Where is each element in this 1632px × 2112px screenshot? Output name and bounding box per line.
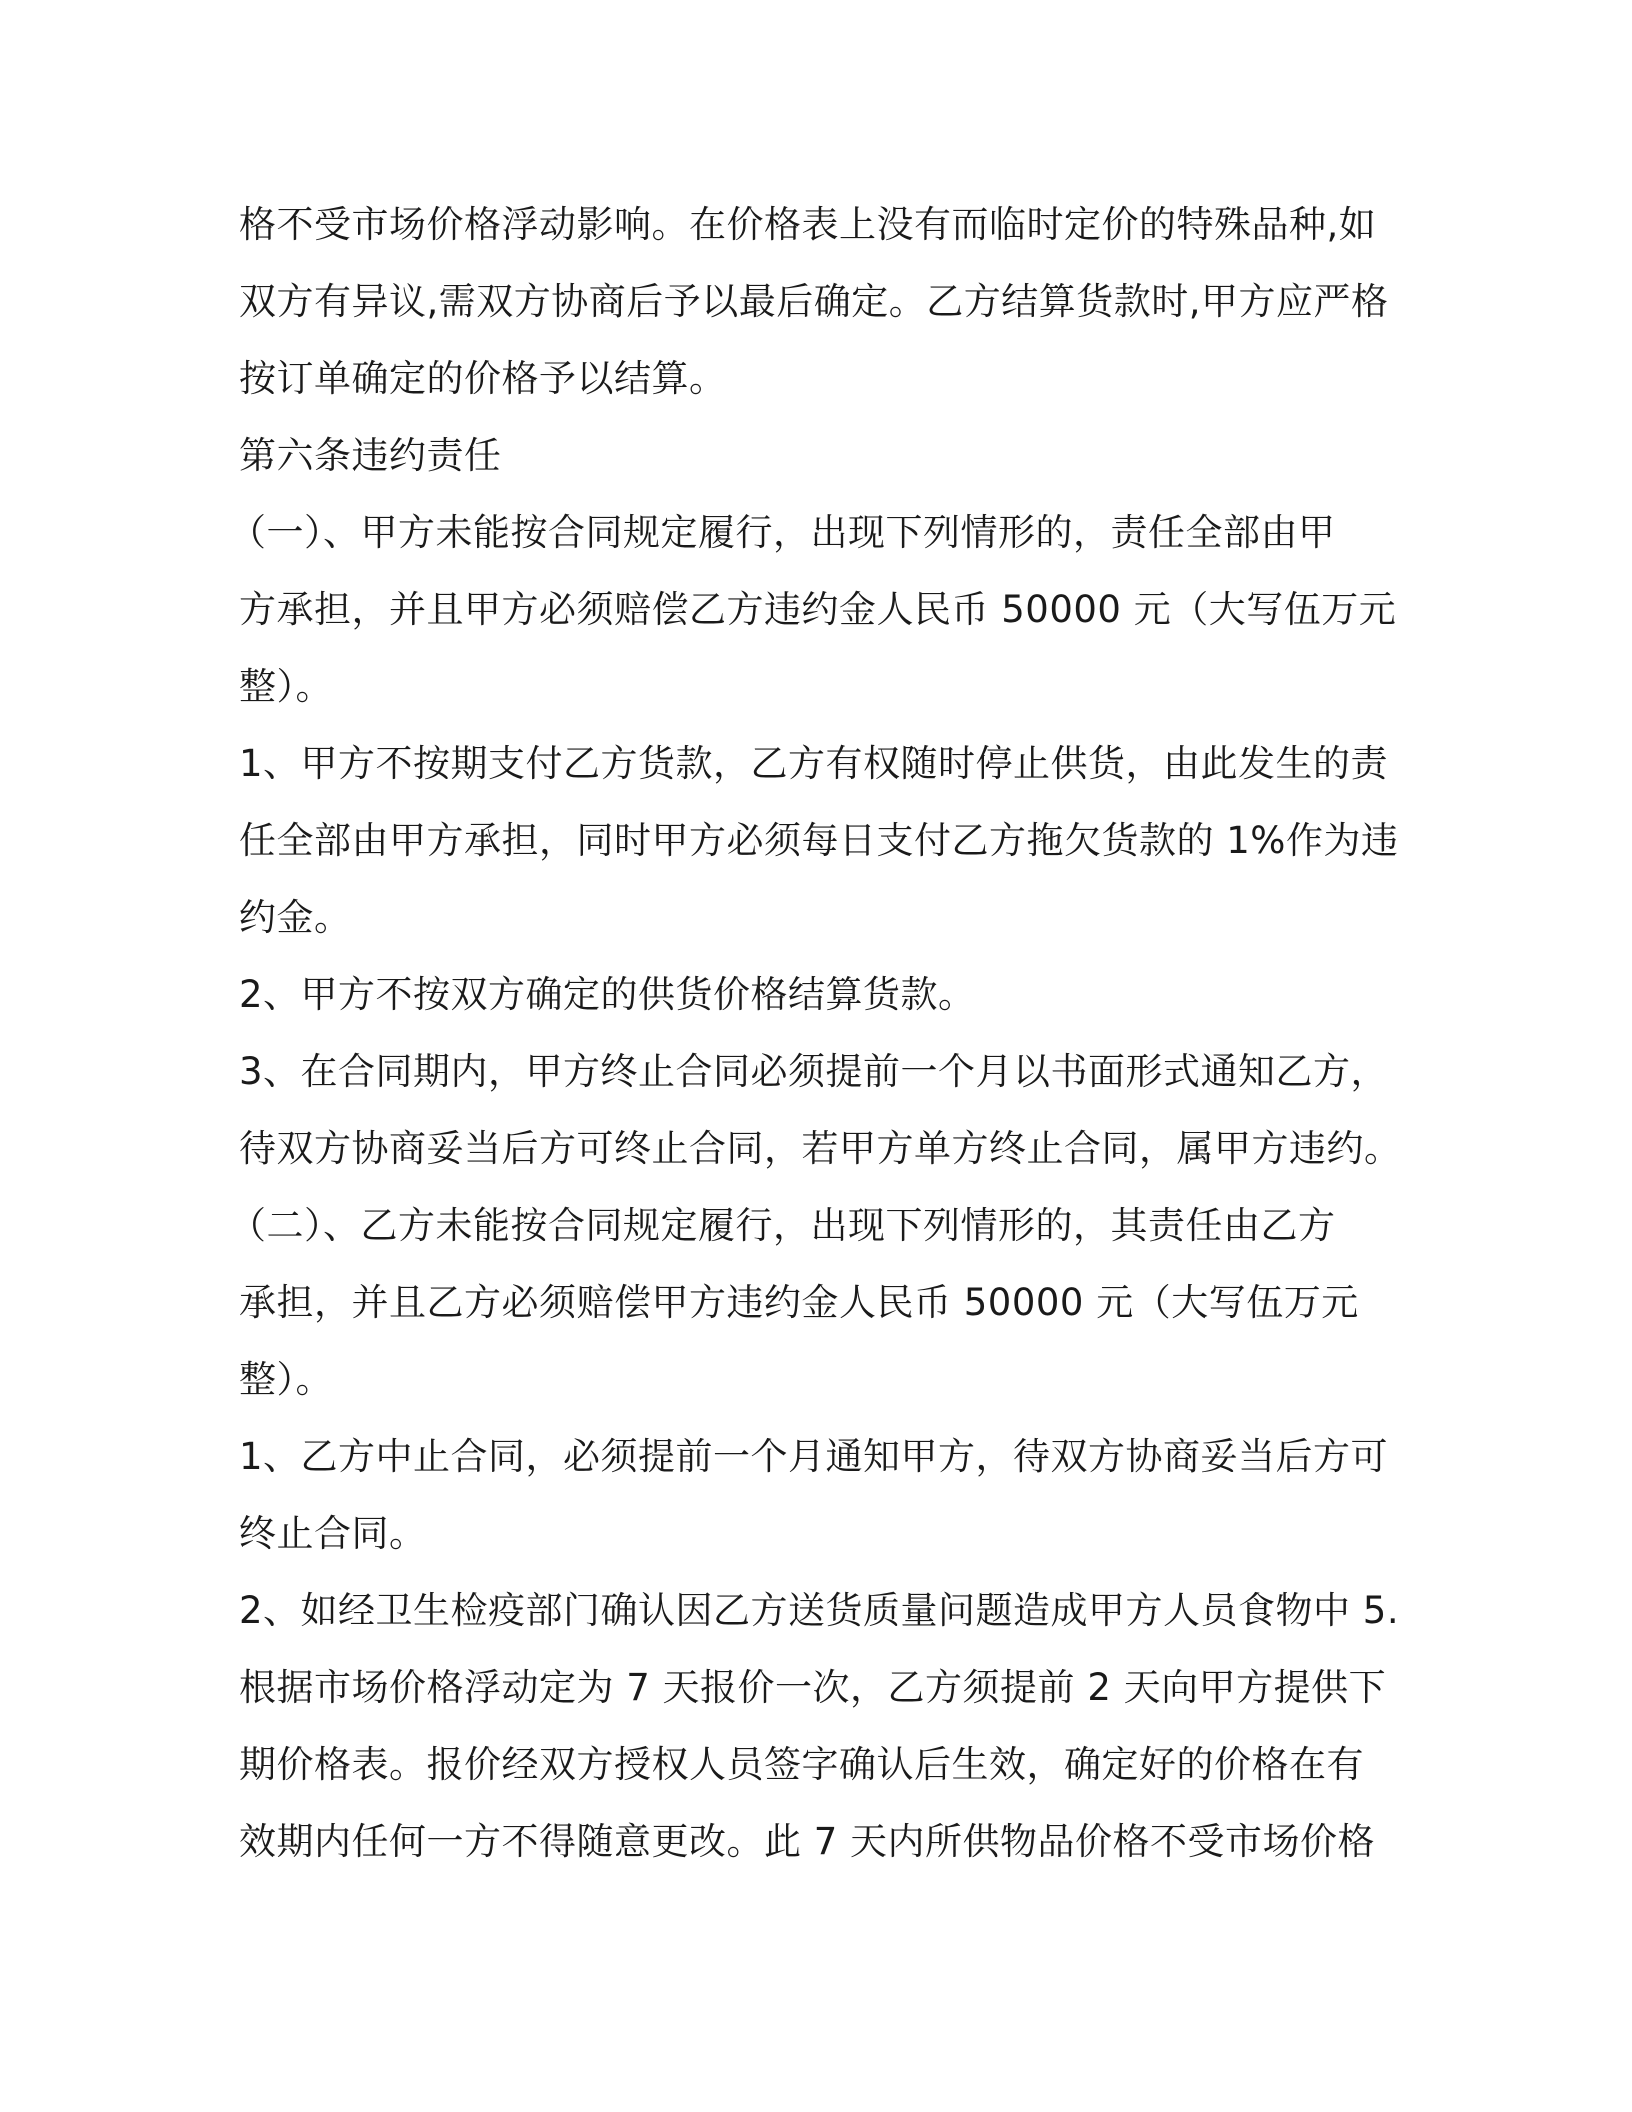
paragraph-line: 双方有异议,需双方协商后予以最后确定。乙方结算货款时,甲方应严格 bbox=[239, 280, 1389, 323]
paragraph-line: 方承担，并且甲方必须赔偿乙方违约金人民币 50000 元（大写伍万元 bbox=[239, 588, 1397, 631]
paragraph-line: 承担，并且乙方必须赔偿甲方违约金人民币 50000 元（大写伍万元 bbox=[239, 1281, 1359, 1324]
list-item-line: 2、甲方不按双方确定的供货价格结算货款。 bbox=[239, 973, 976, 1016]
paragraph-line: （二）、乙方未能按合同规定履行，出现下列情形的，其责任由乙方 bbox=[229, 1204, 1336, 1247]
list-item-line: 待双方协商妥当后方可终止合同，若甲方单方终止合同，属甲方违约。 bbox=[239, 1127, 1402, 1170]
list-item-line: 3、在合同期内，甲方终止合同必须提前一个月以书面形式通知乙方， bbox=[239, 1050, 1389, 1093]
list-item-line: 1、甲方不按期支付乙方货款，乙方有权随时停止供货，由此发生的责 bbox=[239, 742, 1389, 785]
paragraph-line: 整）。 bbox=[239, 665, 333, 708]
list-item-line: 1、乙方中止合同，必须提前一个月通知甲方，待双方协商妥当后方可 bbox=[239, 1435, 1389, 1478]
paragraph-line: 期价格表。报价经双方授权人员签字确认后生效，确定好的价格在有 bbox=[239, 1743, 1364, 1786]
paragraph-line: 格不受市场价格浮动影响。在价格表上没有而临时定价的特殊品种,如 bbox=[239, 203, 1377, 246]
paragraph-line: 整）。 bbox=[239, 1358, 333, 1401]
paragraph-line: 按订单确定的价格予以结算。 bbox=[239, 357, 727, 400]
list-item-line: 终止合同。 bbox=[239, 1512, 427, 1555]
paragraph-line: 根据市场价格浮动定为 7 天报价一次，乙方须提前 2 天向甲方提供下 bbox=[239, 1666, 1387, 1709]
document-body bbox=[229, 186, 1409, 1880]
paragraph-line: 效期内任何一方不得随意更改。此 7 天内所供物品价格不受市场价格 bbox=[239, 1820, 1376, 1863]
list-item-line: 任全部由甲方承担，同时甲方必须每日支付乙方拖欠货款的 1%作为违 bbox=[239, 819, 1399, 862]
section-heading: 第六条违约责任 bbox=[239, 434, 502, 477]
list-item-line: 约金。 bbox=[239, 896, 352, 939]
paragraph-line: （一）、甲方未能按合同规定履行，出现下列情形的，责任全部由甲 bbox=[229, 511, 1336, 554]
list-item-line: 2、如经卫生检疫部门确认因乙方送货质量问题造成甲方人员食物中 5. bbox=[239, 1589, 1400, 1632]
